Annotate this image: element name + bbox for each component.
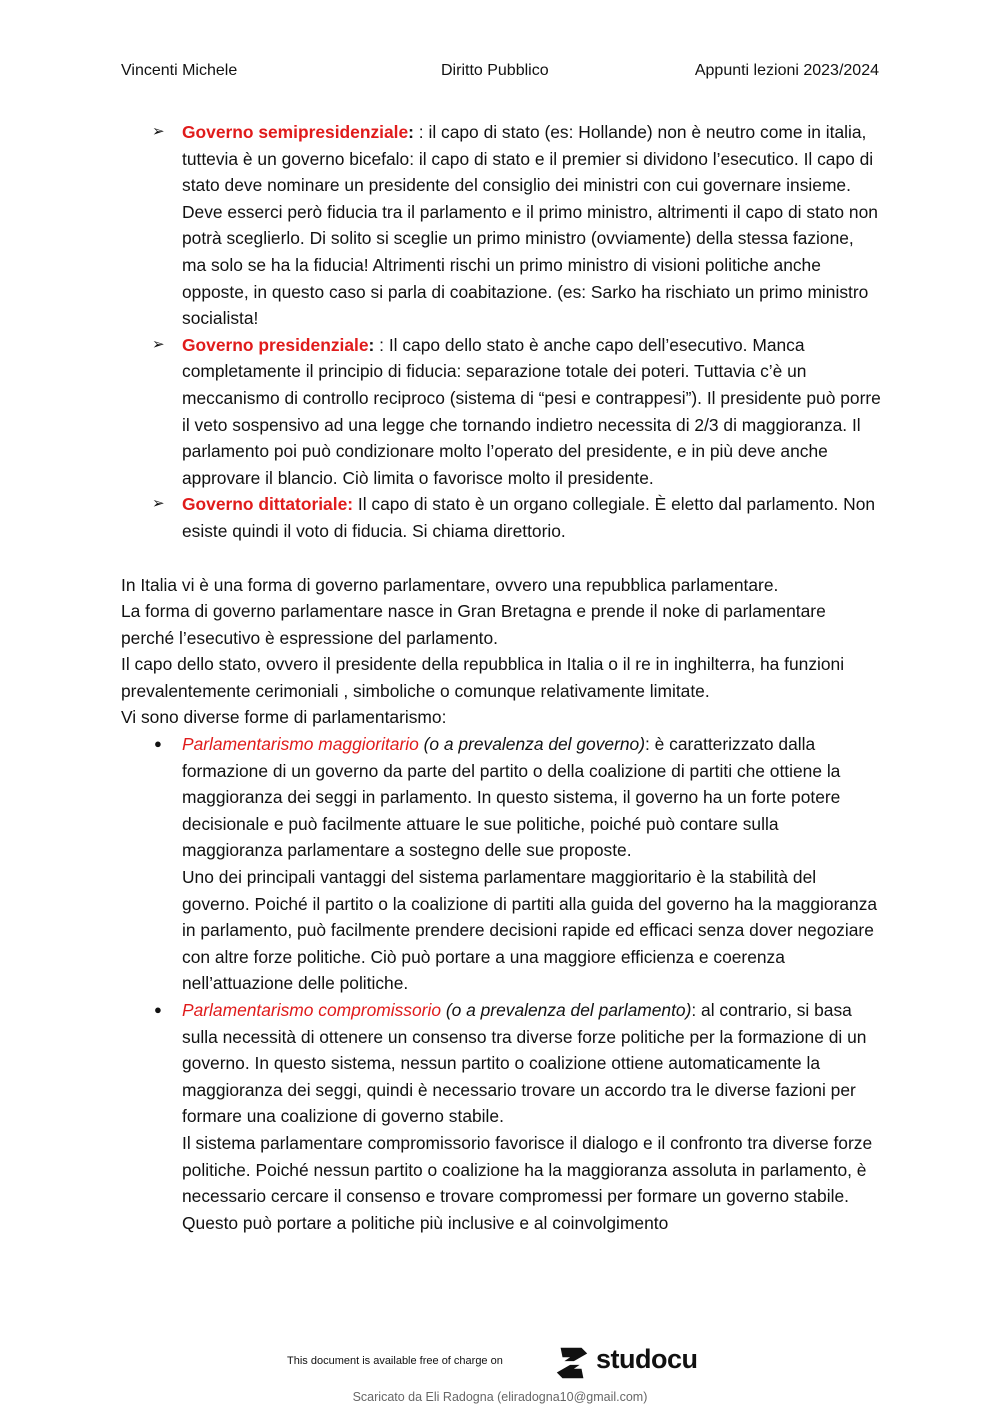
intro-paragraph-3: Il capo dello stato, ovvero il presidente della repubblica in Italia o il re in inghilterra, ha funzioni prevalentemente cerimoniali , simboliche o comunque relativamente limitate. [121,654,845,701]
term-colon: : [368,334,375,355]
blank-line [121,545,881,572]
dot-bullet-icon: ● [154,1002,162,1017]
definition-maggioritario: : è caratterizzato dalla formazione di un governo da parte del partito o della coalizione di partiti che ottiene la maggioranza dei seggi in parlamento. In questo sistema, il governo ha un forte potere decisionale e può facilmente attuare le sue politiche, poiché può contare sulla maggioranza parlamentare a sostegno delle sue proposte. [182,734,841,861]
government-types-list [121,119,881,545]
qualifier-maggioritario: (o a prevalenza del governo) [418,734,646,755]
definition-compromissorio: : al contrario, si basa sulla necessità di ottenere un consenso tra diverse forze politiche per la formazione di un governo. In questo sistema, nessun partito o coalizione ottiene automaticamente la maggioranza dei seggi, quindi è necessario trovare un accordo tra le diverse fazioni per formare una coalizione di governo stabile. [182,1000,867,1127]
list-item-compromissorio [121,997,881,1236]
advantages-maggioritario: Uno dei principali vantaggi del sistema parlamentare maggioritario è la stabilità del governo. Poiché il partito o la coalizione di partiti alla guida del governo ha la maggioranza in parlamento, può facilmente prendere decisioni rapide ed efficaci senza dover negoziare con altre forze politiche. Ciò può portare a una maggiore efficienza e coerenza nell’attuazione delle politiche. [182,867,878,994]
studocu-logo-icon[interactable] [553,1344,591,1382]
header-notes: Appunti lezioni 2023/2024 [694,62,879,79]
list-item-dittatoriale [121,491,881,544]
term-colon: : [408,122,414,142]
header-course: Diritto Pubblico [441,62,549,79]
download-attribution: Scaricato da Eli Radogna (eliradogna10@gmail.com) [352,1390,648,1404]
term-compromissorio: Parlamentarismo compromissorio [182,1000,441,1020]
qualifier-compromissorio: (o a prevalenza del parlamento) [441,1000,692,1020]
free-document-notice: This document is available free of charge on [287,1355,503,1367]
definition-dittatoriale: Il capo di stato è un organo collegiale. È eletto dal parlamento. Non esiste quindi il voto di fiducia. Si chiama direttorio. [182,494,876,541]
arrow-bullet-icon: ➢ [152,123,165,140]
list-item-presidenziale [121,332,881,492]
page-content [121,119,881,1236]
advantages-compromissorio: Il sistema parlamentare compromissorio favorisce il dialogo e il confronto tra diverse forze politiche. Poiché nessun partito o coalizione ha la maggioranza assoluta in parlamento, è necessario cercare il consenso e trovare compromessi per formare un governo stabile. Questo può portare a politiche più inclusive e al coinvolgimento [182,1132,873,1233]
term-dittatoriale: Governo dittatoriale: [182,494,354,515]
term-semipresidenziale: Governo semipresidenziale [182,122,409,142]
arrow-bullet-icon: ➢ [152,335,165,353]
list-item-maggioritario [121,731,881,997]
intro-paragraph-1: In Italia vi è una forma di governo parlamentare, ovvero una repubblica parlamentare. [121,574,779,595]
definition-semipresidenziale: : il capo di stato (es: Hollande) non è neutro come in italia, tuttevia è un governo bicefalo: il capo di stato e il premier si dividono l’esecutico. Il capo di stato deve nominare un presidente del consiglio dei ministri con cui governare insieme. Deve esserci però fiducia tra il parlamento e il primo ministro, altrimenti il capo di stato non potrà sceglierlo. Di solito si sceglie un primo ministro (ovviamente) della stessa fazione, ma solo se ha la fiducia! Altrimenti rischi un primo ministro di visioni politiche anche opposte, in questo caso si parla di coabitazione. (es: Sarko ha rischiato un primo ministro socialista! [182,122,878,329]
studocu-logo-text[interactable]: studocu [596,1344,698,1374]
intro-paragraph-2: La forma di governo parlamentare nasce in Gran Bretagna e prende il noke di parlamentare perché l’esecutivo è espressione del parlamento. [121,601,826,648]
intro-paragraph-4: Vi sono diverse forme di parlamentarismo: [121,707,447,728]
parliamentarism-forms-list [121,731,881,1236]
dot-bullet-icon: ● [154,736,162,752]
term-presidenziale: Governo presidenziale [182,334,369,355]
term-maggioritario: Parlamentarismo maggioritario [182,734,419,755]
header-author: Vincenti Michele [121,62,238,79]
page-header [121,62,879,84]
page-footer [0,1340,1000,1410]
definition-presidenziale: : Il capo dello stato è anche capo dell’esecutivo. Manca completamente il principio di fiducia: separazione totale dei poteri. Tuttavia c’è un meccanismo di controllo reciproco (sistema di “pesi e contrappesi”). Il presidente può porre il veto sospensivo ad una legge che tornando indietro necessita di 2/3 di maggioranza. Il parlamento poi può condizionare molto l’operato del presidente, e in più deve anche approvare il blancio. Ciò limita o favorisce molto il presidente. [182,334,881,488]
arrow-bullet-icon: ➢ [152,495,165,513]
list-item-semipresidenziale [121,119,881,332]
